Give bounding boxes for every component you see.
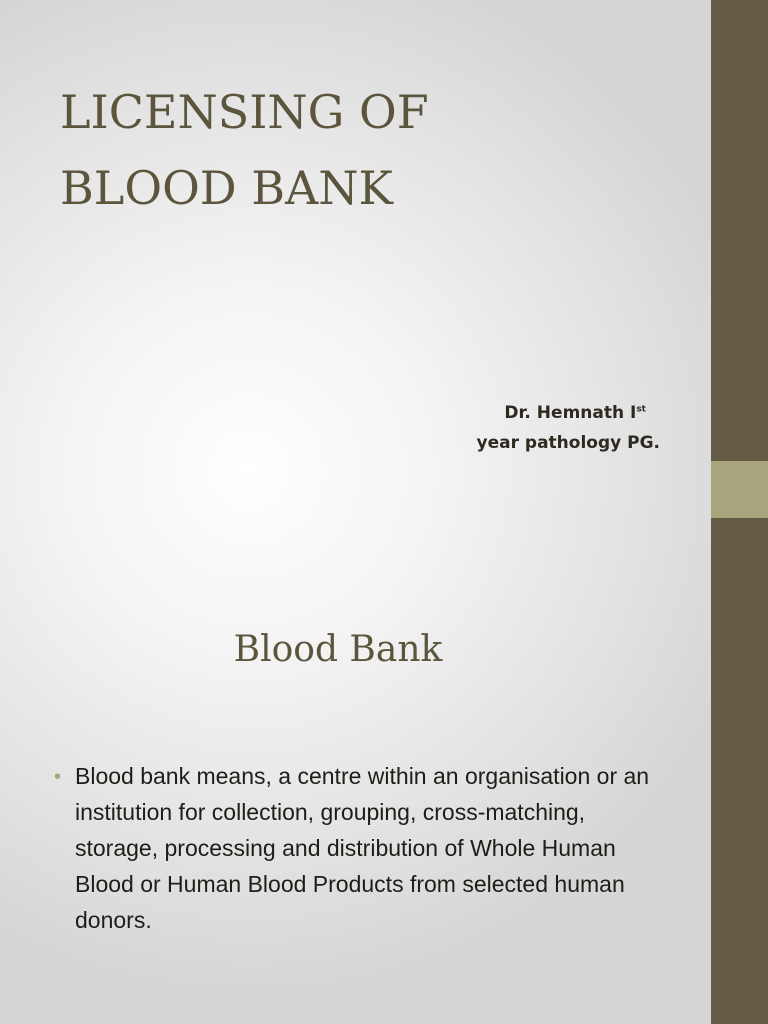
- author-line-1: [360, 398, 660, 428]
- section-heading: Blood Bank: [233, 629, 443, 670]
- author-name: Dr. Hemnath I: [504, 403, 637, 423]
- bullet-text: Blood bank means, a centre within an organisation or an institution for collection, grouping, cross-matching, storage, processing and distribution of Whole Human Blood or Human Blood Products from selected human donors.: [75, 763, 650, 933]
- bullet-dot-icon: •: [54, 766, 62, 788]
- side-accent-block: [711, 461, 768, 518]
- author-line-2: year pathology PG.: [476, 433, 660, 453]
- author-block: [360, 398, 660, 458]
- slide-title: [60, 74, 700, 226]
- bullet-list: [52, 758, 652, 938]
- title-line-1: LICENSING OF: [60, 85, 429, 139]
- author-superscript: st: [636, 404, 646, 415]
- title-line-2: BLOOD BANK: [60, 161, 393, 215]
- bullet-item: [52, 758, 652, 938]
